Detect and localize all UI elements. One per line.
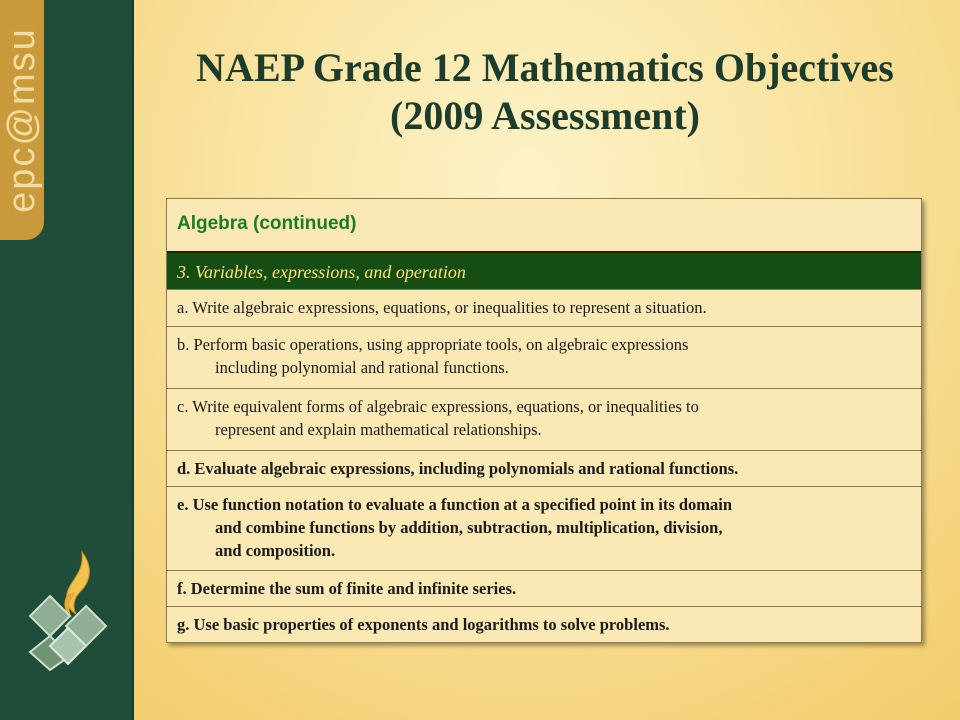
table-header: Algebra (continued) bbox=[177, 213, 357, 234]
objective-row-e bbox=[167, 486, 921, 570]
objective-row-b bbox=[167, 326, 921, 388]
sidebar bbox=[0, 0, 134, 720]
objective-row-g bbox=[167, 606, 921, 642]
objective-line: f. Determine the sum of finite and infinite series. bbox=[177, 579, 517, 598]
title-line-1: NAEP Grade 12 Mathematics Objectives bbox=[196, 45, 894, 90]
objective-line: g. Use basic properties of exponents and logarithms to solve problems. bbox=[177, 615, 670, 634]
section-heading: 3. Variables, expressions, and operation bbox=[167, 251, 921, 289]
objective-line: and combine functions by addition, subtraction, multiplication, division, bbox=[215, 518, 723, 537]
objective-line: represent and explain mathematical relationships. bbox=[215, 420, 542, 439]
page-title bbox=[150, 44, 940, 140]
objective-line: including polynomial and rational functions. bbox=[215, 358, 509, 377]
logo-text: epc@msu bbox=[1, 27, 43, 213]
objectives-table bbox=[166, 198, 922, 643]
objective-row-f bbox=[167, 570, 921, 606]
objective-line: b. Perform basic operations, using appropriate tools, on algebraic expressions bbox=[177, 335, 689, 354]
objective-line: e. Use function notation to evaluate a function at a specified point in its domain bbox=[177, 495, 733, 514]
logo-tab bbox=[0, 0, 44, 240]
title-line-2: (2009 Assessment) bbox=[390, 93, 700, 138]
objective-line: a. Write algebraic expressions, equations, or inequalities to represent a situation. bbox=[177, 298, 707, 317]
objective-line: and composition. bbox=[215, 541, 336, 560]
flame-diamond-emblem-icon bbox=[20, 548, 130, 673]
objective-line: d. Evaluate algebraic expressions, including polynomials and rational functions. bbox=[177, 459, 739, 478]
objective-line: c. Write equivalent forms of algebraic expressions, equations, or inequalities to bbox=[177, 397, 699, 416]
objective-row-d bbox=[167, 450, 921, 486]
objective-row-a bbox=[167, 289, 921, 326]
objective-row-c bbox=[167, 388, 921, 450]
